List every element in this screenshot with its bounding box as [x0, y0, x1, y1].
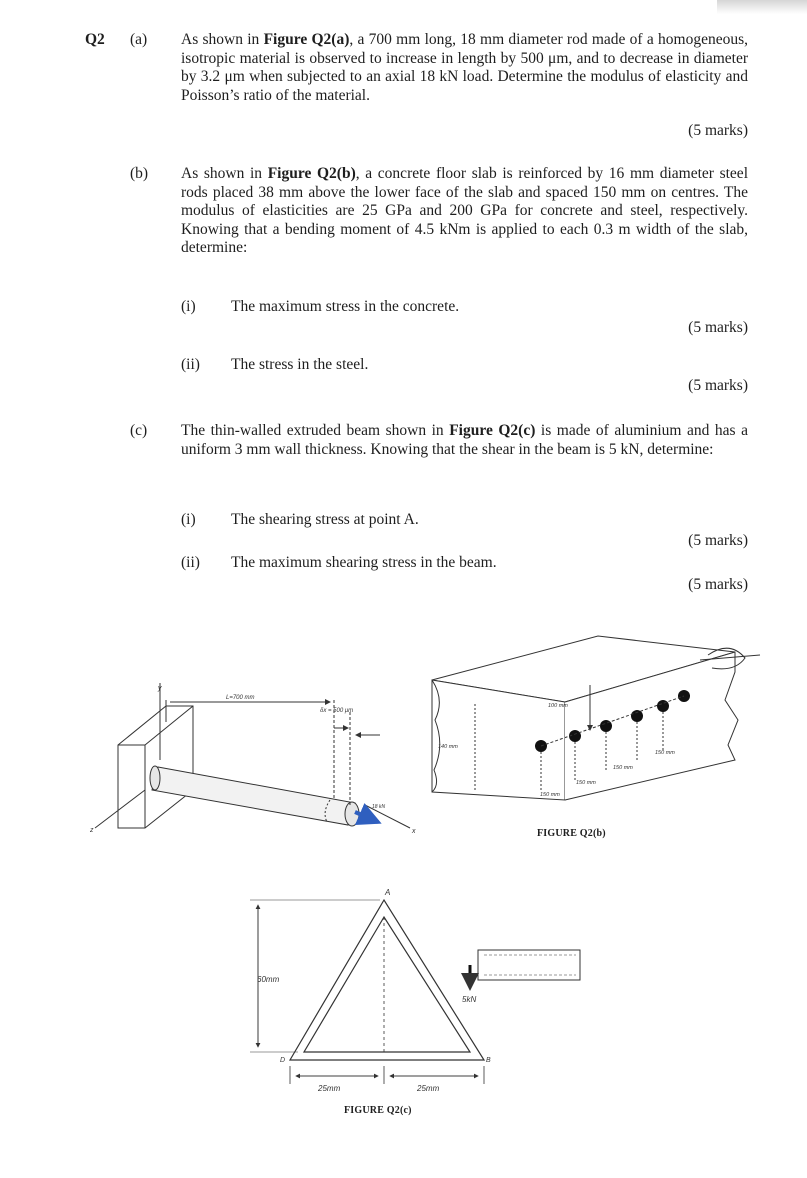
axis-y-label: y: [158, 685, 162, 692]
height-label: 60mm: [257, 975, 280, 984]
question-number: Q2: [85, 31, 105, 48]
axis-x-label: x: [412, 828, 416, 835]
part-c-i-label: (i): [181, 511, 196, 528]
figure-q2c: [250, 900, 580, 1084]
delta-label: δx = 500 μm: [320, 708, 354, 714]
part-a-figure-ref: Figure Q2(a): [263, 31, 350, 48]
part-a-marks: (5 marks): [688, 122, 748, 139]
point-b-label: B: [486, 1057, 491, 1064]
beam-side-view: [478, 950, 580, 980]
part-c-ii-text: The maximum shearing stress in the beam.: [231, 554, 497, 571]
part-c-label: (c): [130, 422, 148, 439]
part-b-figure-ref: Figure Q2(b): [267, 165, 356, 182]
steel-rod: [657, 700, 669, 712]
rod-root: [150, 766, 160, 790]
part-c-text-start: The thin-walled extruded beam shown in: [181, 422, 450, 439]
part-c-ii-label: (ii): [181, 554, 200, 571]
point-d-label: D: [280, 1057, 286, 1064]
steel-rod: [631, 710, 643, 722]
figure-q2b-caption: FIGURE Q2(b): [537, 828, 606, 839]
part-c-i-text: The shearing stress at point A.: [231, 511, 419, 528]
part-a-text-end: , a 700 mm long, 18 mm diameter rod made of a homogeneous, isotropic material is observed to increase in length by 500 μm, and to decrease in diameter by 3.2 μm when subjected to an axial 18 kN load. Determine the modulus of elasticity and Poisson’s ratio of the material.: [181, 31, 748, 104]
part-c-ii-marks: (5 marks): [688, 576, 748, 593]
part-a-text-start: As shown in: [181, 31, 264, 48]
figure-q2c-caption: FIGURE Q2(c): [344, 1105, 412, 1116]
part-b-i-label: (i): [181, 298, 196, 315]
half-base-label-2: 25mm: [417, 1084, 440, 1093]
part-b-label: (b): [130, 165, 149, 182]
part-c-text-end: is made of aluminium and has a uniform 3 mm wall thickness. Knowing that the shear in the beam is 5 kN, determine:: [181, 422, 748, 458]
part-b-text-end: , a concrete floor slab is reinforced by 16 mm diameter steel rods placed 38 mm above the lower face of the slab and spaced 150 mm on centres. The modulus of elasticities are 25 GPa and 200 GPa for concrete and steel, respectively. Knowing that a bending moment of 4.5 kNm is applied to each 0.3 m width of the slab, determine:: [181, 165, 748, 257]
axis-z-label: z: [90, 827, 94, 834]
spacing-label-4: 150 mm: [655, 750, 675, 756]
shear-label: 5kN: [462, 995, 477, 1004]
spacing-label-1: 150 mm: [540, 792, 560, 798]
part-c-figure-ref: Figure Q2(c): [449, 422, 536, 439]
steel-rod: [600, 720, 612, 732]
part-b-ii-label: (ii): [181, 356, 200, 373]
part-b-text-start: As shown in: [181, 165, 268, 182]
length-label: L=700 mm: [226, 695, 255, 701]
part-a-label: (a): [130, 31, 148, 48]
point-a-label: A: [385, 888, 391, 897]
dim-height-label: 140 mm: [438, 744, 458, 750]
part-b-ii-text: The stress in the steel.: [231, 356, 369, 373]
dim-top-label: 100 mm: [548, 703, 568, 709]
figure-q2b: [432, 636, 760, 800]
load-label: 18 kN: [372, 804, 386, 810]
triangle-outer: [290, 900, 484, 1060]
spacing-label-2: 150 mm: [576, 780, 596, 786]
part-b-i-marks: (5 marks): [688, 319, 748, 336]
part-c-i-marks: (5 marks): [688, 532, 748, 549]
spacing-label-3: 150 mm: [613, 765, 633, 771]
part-b-i-text: The maximum stress in the concrete.: [231, 298, 460, 315]
half-base-label-1: 25mm: [318, 1084, 341, 1093]
figure-q2a: [95, 683, 410, 828]
part-b-ii-marks: (5 marks): [688, 377, 748, 394]
